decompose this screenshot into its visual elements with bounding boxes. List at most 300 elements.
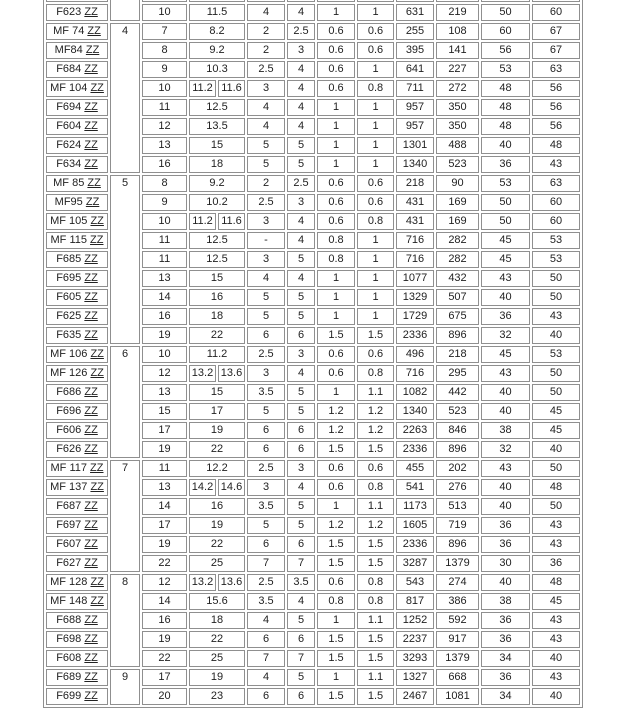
dimension-cell: 4 [287, 4, 315, 21]
dimension-cell: 3 [247, 80, 285, 97]
dimension-cell: 4 [247, 118, 285, 135]
dimension-cell: 19 [189, 517, 245, 534]
dimension-cell: 19 [142, 327, 187, 344]
model-cell [46, 213, 108, 230]
speed-cell: 63 [532, 175, 580, 192]
model-cell [46, 137, 108, 154]
dimension-cell: 15 [189, 270, 245, 287]
dimension-cell: 2.5 [247, 574, 285, 591]
dimension-cell: 4 [247, 270, 285, 287]
load-cell: 431 [396, 194, 434, 211]
model-name: F688 [56, 614, 82, 626]
table-row [46, 669, 580, 686]
dimension-cell: 5 [287, 156, 315, 173]
model-cell [46, 574, 108, 591]
speed-cell: 40 [532, 688, 580, 705]
load-cell: 255 [396, 23, 434, 40]
table-row [46, 175, 580, 192]
dimension-cell: 1 [317, 669, 355, 686]
dimension-cell: 1 [317, 118, 355, 135]
model-suffix: ZZ [84, 557, 98, 569]
dimension-cell: 5 [287, 669, 315, 686]
speed-cell: 50 [532, 365, 580, 382]
dimension-cell: 6 [247, 422, 285, 439]
model-name: F604 [56, 120, 82, 132]
dimension-cell: 11 [142, 232, 187, 249]
speed-cell: 36 [481, 156, 530, 173]
model-cell [46, 61, 108, 78]
model-cell [46, 4, 108, 21]
table-row [46, 574, 580, 591]
dimension-cell: 11.5 [189, 4, 245, 21]
model-name: F634 [56, 158, 82, 170]
dimension-cell: 22 [189, 536, 245, 553]
model-name: MF 85 [53, 177, 85, 189]
model-name: F694 [56, 101, 82, 113]
dimension-cell: 0.6 [317, 346, 355, 363]
dimension-cell [317, 0, 355, 2]
model-name: MF 115 [50, 234, 87, 246]
dimension-cell: 0.8 [357, 574, 394, 591]
model-name: F685 [56, 253, 82, 265]
load-cell: 386 [436, 593, 479, 610]
dimension-cell: 13.5 [189, 118, 245, 135]
dimension-cell: 16 [189, 289, 245, 306]
model-name: F699 [56, 690, 82, 702]
model-cell [46, 156, 108, 173]
model-cell [46, 23, 108, 40]
model-name: F697 [56, 519, 82, 531]
dimension-cell: 13 [142, 137, 187, 154]
dimension-cell: 1 [317, 156, 355, 173]
speed-cell: 40 [532, 441, 580, 458]
model-cell [46, 460, 108, 477]
dimension-cell: 1 [317, 612, 355, 629]
speed-cell: 50 [481, 213, 530, 230]
model-suffix: ZZ [87, 25, 101, 37]
dimension-cell: 1.5 [317, 536, 355, 553]
dimension-cell: 0.6 [317, 194, 355, 211]
dimension-cell: 2.5 [247, 194, 285, 211]
dimension-cell: 20 [142, 688, 187, 705]
dimension-cell: 1 [317, 270, 355, 287]
dimension-cell: 6 [287, 441, 315, 458]
dimension-cell: 0.6 [317, 365, 355, 382]
dimension-cell: 22 [142, 650, 187, 667]
load-cell: 488 [436, 137, 479, 154]
dimension-cell: 5 [287, 403, 315, 420]
speed-cell: 50 [532, 384, 580, 401]
dimension-cell: 0.6 [357, 23, 394, 40]
model-name: MF 105 [50, 215, 88, 227]
speed-cell: 60 [532, 4, 580, 21]
dimension-cell: 0.6 [317, 574, 355, 591]
speed-cell: 53 [532, 251, 580, 268]
model-suffix: ZZ [84, 424, 98, 436]
load-cell: 442 [436, 384, 479, 401]
dimension-cell: 0.6 [317, 61, 355, 78]
model-name: MF84 [54, 44, 83, 56]
dimension-cell: 0.8 [357, 365, 394, 382]
dimension-cell: 22 [189, 327, 245, 344]
load-cell: 716 [396, 251, 434, 268]
dimension-cell: 11.2 [189, 213, 216, 230]
speed-cell: 50 [481, 194, 530, 211]
dimension-cell: 6 [247, 536, 285, 553]
speed-cell: 56 [532, 99, 580, 116]
dimension-cell: 1 [317, 498, 355, 515]
dimension-cell: 1 [357, 289, 394, 306]
dimension-cell: 2 [247, 175, 285, 192]
speed-cell: 56 [532, 118, 580, 135]
model-name: MF 117 [50, 462, 87, 474]
dimension-cell: 1.5 [317, 650, 355, 667]
dimension-cell: 15 [189, 384, 245, 401]
load-cell: 108 [436, 23, 479, 40]
model-suffix: ZZ [90, 481, 104, 493]
dimension-cell: 15.6 [189, 593, 245, 610]
load-cell: 541 [396, 479, 434, 496]
dimension-cell: 18 [189, 156, 245, 173]
speed-cell: 50 [532, 289, 580, 306]
bore-cell: 7 [110, 460, 140, 572]
dimension-cell: 2 [247, 23, 285, 40]
model-name: F635 [56, 329, 82, 341]
dimension-cell: 4 [287, 80, 315, 97]
dimension-cell: 3.5 [247, 384, 285, 401]
load-cell: 169 [436, 213, 479, 230]
model-cell [46, 688, 108, 705]
load-cell: 1077 [396, 270, 434, 287]
model-cell [46, 555, 108, 572]
dimension-cell: 19 [189, 669, 245, 686]
bore-cell: 9 [110, 669, 140, 705]
dimension-cell: 0.6 [317, 479, 355, 496]
speed-cell: 45 [532, 593, 580, 610]
dimension-cell: 2.5 [287, 175, 315, 192]
dimension-cell: 0.6 [317, 213, 355, 230]
model-suffix: ZZ [84, 614, 98, 626]
speed-cell: 32 [481, 441, 530, 458]
dimension-cell: 4 [287, 232, 315, 249]
dimension-cell: 0.6 [317, 460, 355, 477]
speed-cell: 43 [532, 517, 580, 534]
dimension-cell: 6 [247, 327, 285, 344]
model-suffix: ZZ [90, 234, 104, 246]
dimension-cell [247, 0, 285, 2]
dimension-cell: 0.6 [357, 42, 394, 59]
dimension-cell: 3 [287, 194, 315, 211]
dimension-cell: 0.8 [317, 593, 355, 610]
model-name: F684 [56, 63, 82, 75]
load-cell: 1729 [396, 308, 434, 325]
dimension-cell: 7 [142, 23, 187, 40]
dimension-cell: 13 [142, 270, 187, 287]
dimension-cell: 19 [142, 536, 187, 553]
model-cell [46, 403, 108, 420]
load-cell: 218 [396, 175, 434, 192]
dimension-cell: 1 [357, 232, 394, 249]
load-cell: 846 [436, 422, 479, 439]
model-suffix: ZZ [84, 500, 98, 512]
model-suffix: ZZ [84, 633, 98, 645]
dimension-cell [357, 0, 394, 2]
model-name: F695 [56, 272, 82, 284]
model-cell [46, 232, 108, 249]
load-cell: 592 [436, 612, 479, 629]
speed-cell: 56 [532, 80, 580, 97]
speed-cell: 40 [481, 403, 530, 420]
speed-cell: 43 [481, 365, 530, 382]
dimension-cell: 5 [247, 156, 285, 173]
dimension-cell: 1 [357, 118, 394, 135]
dimension-cell: 5 [287, 517, 315, 534]
dimension-cell: 12.5 [189, 251, 245, 268]
load-cell: 90 [436, 175, 479, 192]
dimension-cell [142, 0, 187, 2]
speed-cell: 40 [481, 384, 530, 401]
dimension-cell: 10 [142, 80, 187, 97]
speed-cell: 43 [532, 631, 580, 648]
load-cell: 350 [436, 118, 479, 135]
model-suffix: ZZ [84, 652, 98, 664]
model-cell [46, 289, 108, 306]
model-suffix: ZZ [90, 462, 104, 474]
cropped-partial-row [46, 0, 580, 2]
model-suffix: ZZ [84, 272, 98, 284]
dimension-cell: 6 [247, 441, 285, 458]
load-cell: 641 [396, 61, 434, 78]
dimension-cell: 2.5 [247, 460, 285, 477]
speed-cell: 40 [481, 137, 530, 154]
dimension-cell: 6 [247, 631, 285, 648]
model-name: F696 [56, 405, 82, 417]
dimension-cell: 18 [189, 308, 245, 325]
dimension-cell: 16 [142, 308, 187, 325]
dimension-cell: 13 [142, 384, 187, 401]
bearing-table-container [43, 0, 583, 708]
dimension-cell: 10 [142, 346, 187, 363]
model-cell [46, 498, 108, 515]
bore-cell: 6 [110, 346, 140, 458]
load-cell: 523 [436, 156, 479, 173]
model-suffix: ZZ [84, 158, 98, 170]
dimension-cell: 1 [357, 137, 394, 154]
dimension-cell: 5 [287, 498, 315, 515]
model-cell [46, 479, 108, 496]
dimension-cell: 2 [247, 42, 285, 59]
dimension-cell: 4 [247, 612, 285, 629]
model-cell [46, 194, 108, 211]
dimension-cell: 6 [287, 631, 315, 648]
model-cell [46, 441, 108, 458]
dimension-cell: 1.5 [317, 631, 355, 648]
dimension-cell: 5 [287, 308, 315, 325]
dimension-cell: 1 [317, 384, 355, 401]
dimension-cell: 9.2 [189, 175, 245, 192]
dimension-cell: 0.6 [317, 23, 355, 40]
dimension-cell: 6 [287, 536, 315, 553]
model-cell [46, 346, 108, 363]
dimension-cell: 17 [189, 403, 245, 420]
dimension-cell: 19 [142, 631, 187, 648]
load-cell: 957 [396, 118, 434, 135]
speed-cell: 45 [481, 251, 530, 268]
dimension-cell: 3 [247, 213, 285, 230]
dimension-cell: 0.6 [357, 460, 394, 477]
dimension-cell: 0.6 [357, 175, 394, 192]
load-cell: 218 [436, 346, 479, 363]
dimension-cell: 1.5 [357, 555, 394, 572]
speed-cell: 67 [532, 23, 580, 40]
dimension-cell: 8 [142, 175, 187, 192]
table-row [46, 23, 580, 40]
dimension-cell: 11 [142, 99, 187, 116]
dimension-cell: 11 [142, 251, 187, 268]
speed-cell: 50 [532, 498, 580, 515]
bore-cell: 8 [110, 574, 140, 667]
load-cell: 2336 [396, 441, 434, 458]
dimension-cell: 13.6 [218, 574, 245, 591]
speed-cell: 43 [481, 460, 530, 477]
model-suffix: ZZ [84, 310, 98, 322]
model-cell [46, 308, 108, 325]
model-suffix: ZZ [84, 291, 98, 303]
model-suffix: ZZ [84, 6, 98, 18]
speed-cell: 45 [532, 422, 580, 439]
load-cell: 2467 [396, 688, 434, 705]
dimension-cell: 3 [247, 251, 285, 268]
model-name: MF 104 [50, 82, 88, 94]
dimension-cell: 1 [357, 99, 394, 116]
dimension-cell: 7 [247, 650, 285, 667]
dimension-cell: 3 [287, 42, 315, 59]
dimension-cell: 13.6 [218, 365, 245, 382]
load-cell: 1301 [396, 137, 434, 154]
dimension-cell: 1.2 [317, 422, 355, 439]
load-cell: 295 [436, 365, 479, 382]
dimension-cell: 5 [287, 384, 315, 401]
dimension-cell: 0.8 [317, 251, 355, 268]
dimension-cell: 13.2 [189, 365, 216, 382]
dimension-cell [189, 0, 245, 2]
dimension-cell: 5 [287, 289, 315, 306]
speed-cell: 53 [481, 61, 530, 78]
model-name: F623 [56, 6, 82, 18]
model-name: MF95 [54, 196, 83, 208]
speed-cell: 30 [481, 555, 530, 572]
dimension-cell: 14 [142, 593, 187, 610]
dimension-cell: 3 [287, 346, 315, 363]
load-cell: 543 [396, 574, 434, 591]
model-suffix: ZZ [84, 120, 98, 132]
model-name: MF 148 [50, 595, 88, 607]
dimension-cell: 4 [287, 118, 315, 135]
speed-cell: 45 [481, 346, 530, 363]
model-cell [46, 384, 108, 401]
load-cell: 272 [436, 80, 479, 97]
dimension-cell: 4 [287, 365, 315, 382]
dimension-cell: 1.5 [317, 441, 355, 458]
model-cell [46, 422, 108, 439]
dimension-cell: 0.8 [357, 213, 394, 230]
speed-cell: 67 [532, 42, 580, 59]
dimension-cell: 0.6 [317, 80, 355, 97]
dimension-cell: 12 [142, 365, 187, 382]
dimension-cell: 22 [142, 555, 187, 572]
dimension-cell: 16 [142, 156, 187, 173]
load-cell: 1340 [396, 156, 434, 173]
speed-cell: 32 [481, 327, 530, 344]
dimension-cell: 13 [142, 479, 187, 496]
model-name: F698 [56, 633, 82, 645]
speed-cell: 53 [532, 232, 580, 249]
load-cell: 2336 [396, 536, 434, 553]
dimension-cell: 0.6 [357, 194, 394, 211]
load-cell: 219 [436, 4, 479, 21]
dimension-cell: 1 [317, 99, 355, 116]
dimension-cell: 1.5 [357, 688, 394, 705]
bore-cell: 4 [110, 23, 140, 173]
load-cell: 1173 [396, 498, 434, 515]
dimension-cell: 12.5 [189, 99, 245, 116]
load-cell [436, 0, 479, 2]
dimension-cell: 3.5 [247, 593, 285, 610]
model-suffix: ZZ [84, 405, 98, 417]
dimension-cell: 1.2 [357, 403, 394, 420]
load-cell: 1327 [396, 669, 434, 686]
speed-cell: 43 [532, 308, 580, 325]
dimension-cell: 10.3 [189, 61, 245, 78]
speed-cell: 48 [532, 137, 580, 154]
dimension-cell: 5 [247, 137, 285, 154]
speed-cell: 43 [532, 612, 580, 629]
dimension-cell: 0.8 [357, 479, 394, 496]
model-name: MF 137 [50, 481, 88, 493]
speed-cell: 45 [532, 403, 580, 420]
dimension-cell: 17 [142, 517, 187, 534]
dimension-cell: 19 [142, 441, 187, 458]
dimension-cell: 0.6 [357, 346, 394, 363]
load-cell: 957 [396, 99, 434, 116]
load-cell: 1605 [396, 517, 434, 534]
model-cell [46, 327, 108, 344]
model-suffix: ZZ [90, 367, 104, 379]
speed-cell [532, 0, 580, 2]
dimension-cell: - [247, 232, 285, 249]
dimension-cell: 2.5 [287, 23, 315, 40]
speed-cell: 34 [481, 650, 530, 667]
table-row [46, 346, 580, 363]
dimension-cell: 23 [189, 688, 245, 705]
load-cell: 432 [436, 270, 479, 287]
load-cell: 917 [436, 631, 479, 648]
load-cell: 169 [436, 194, 479, 211]
model-cell [46, 631, 108, 648]
dimension-cell: 10 [142, 213, 187, 230]
model-suffix: ZZ [84, 253, 98, 265]
dimension-cell: 15 [189, 137, 245, 154]
speed-cell: 50 [532, 270, 580, 287]
dimension-cell: 4 [287, 61, 315, 78]
dimension-cell: 1.5 [357, 327, 394, 344]
dimension-cell: 8.2 [189, 23, 245, 40]
dimension-cell [287, 0, 315, 2]
dimension-cell: 1 [357, 4, 394, 21]
load-cell: 716 [396, 365, 434, 382]
load-cell: 817 [396, 593, 434, 610]
dimension-cell: 3.5 [287, 574, 315, 591]
